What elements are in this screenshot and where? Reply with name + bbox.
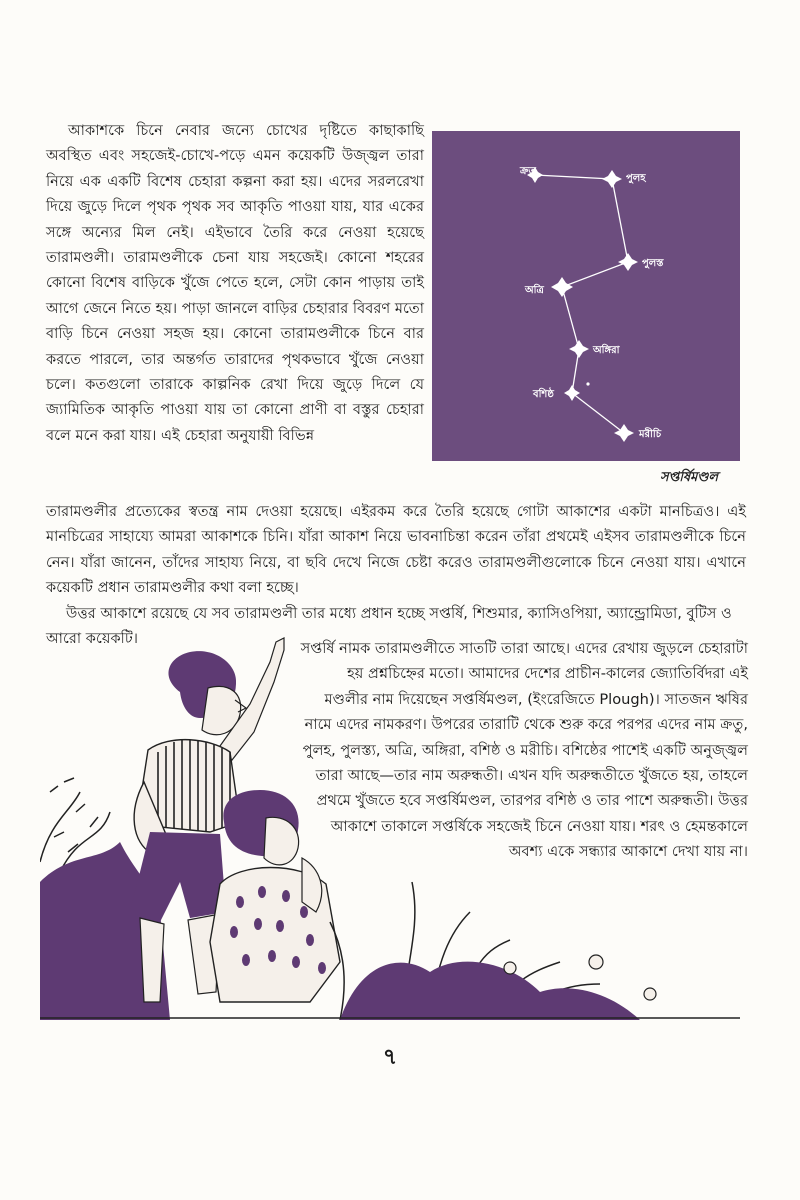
label-pulaha: পুলহ (626, 173, 646, 184)
star-arundhati (586, 382, 589, 385)
star-pulaha (602, 170, 622, 188)
label-atri: অত্রি (525, 285, 544, 296)
label-angira: অঙ্গিরা (593, 345, 620, 356)
label-pulastya: পুলস্ত (642, 258, 664, 269)
constellation-diagram (432, 131, 740, 461)
continuation-paragraph: তারামণ্ডলীর প্রত্যেকের স্বতন্ত্র নাম দেওয়া হয়েছে। এইরকম করে তৈরি হয়েছে গোটা আকাশের একটা মানচিত্রও। এই মানচিত্রের সাহায্যে আমরা আকাশকে চিনি। যাঁরা আকাশ নিয়ে ভাবনাচিন্তা করেন তাঁরা প্রথমেই এইসব তারামণ্ডলীকে চিনে নেন। যাঁরা জানেন, তাঁদের সাহায্য নিয়ে, বা ছবি দেখে নিজে চেষ্টা করেও তারামণ্ডলীগুলোকে চিনে নেওয়া যায়। এখানে কয়েকটি প্রধান তারামণ্ডলীর কথা বলা হচ্ছে। (46, 503, 746, 597)
star-atri (551, 277, 573, 297)
northern-sky-paragraph: উত্তর আকাশে রয়েছে যে সব তারামণ্ডলী তার মধ্যে প্রধান হচ্ছে সপ্তর্ষি, শিশুমার, ক্যাসিওপিয়া, অ্যান্ড্রোমিডা, বুটিস ও আরো কয়েকটি। (46, 605, 732, 648)
label-vashishtha: বশিষ্ঠ (533, 389, 554, 400)
star-angira (569, 340, 589, 358)
saptarshi-paragraph: সপ্তর্ষি নামক তারামণ্ডলীতে সাতটি তারা আছে। এদের রেখায় জুড়লে চেহারাটা হয় প্রশ্নচিহ্নের মতো। আমাদের দেশের প্রাচীন-কালের জ্যোতির্বিদরা এই মণ্ডলীর নাম দিয়েছেন সপ্তর্ষিমণ্ডল, (ইংরেজিতে Plough)। সাতজন ঋষির নামে এদের নামকরণ। উপরের তারাটি থেকে শুরু করে পরপর এদের নাম ক্রতু, পুলহ, পুলস্ত্য, অত্রি, অঙ্গিরা, বশিষ্ঠ ও মরীচি। বশিষ্ঠের পাশেই একটি অনুজ্জ্বল তারা আছে—তার নাম অরুন্ধতী। এখন যদি অরুন্ধতীতে খুঁজতে হয়, তাহলে প্রথমে খুঁজতে হবে সপ্তর্ষিমণ্ডল, তারপর বশিষ্ঠ ও তার পাশে অরুন্ধতী। উত্তর আকাশে তাকালে সপ্তর্ষিকে সহজেই চিনে নেওয়া যায়। শরৎ ও হেমন্তকালে অবশ্য একে সন্ধ্যার আকাশে দেখা যায় না। (300, 640, 748, 861)
label-marichi: মরীচি (639, 429, 662, 440)
intro-paragraph: আকাশকে চিনে নেবার জন্যে চোখের দৃষ্টিতে কাছাকাছি অবস্থিত এবং সহজেই-চোখে-পড়ে এমন কয়েকটি উজ্জ্বল তারা নিয়ে এক একটি বিশেষ চেহারা কল্পনা করা হয়। এদের সরলরেখা দিয়ে জুড়ে দিলে পৃথক পৃথক সব আকৃতি পাওয়া যায়, যার একের সঙ্গে অন্যের মিল নেই। এইভাবে তৈরি করে নেওয়া হয়েছে তারামণ্ডলী। তারামণ্ডলীকে চেনা যায় সহজেই। কোনো শহরের কোনো বিশেষ বাড়িকে খুঁজে পেতে হলে, সেটা কোন পাড়ায় তাই আগে জেনে নিতে হয়। পাড়া জানলে বাড়ির চেহারার বিবরণ মতো বাড়ি চিনে নেওয়া সহজ হয়। কোনো তারামণ্ডলীকে চিনে বার করতে পারলে, তার অন্তর্গত তারাদের পৃথকভাবে খুঁজে নেওয়া চলে। কতগুলো তারাকে কাল্পনিক রেখা দিয়ে জুড়ে দিলে যে জ্যামিতিক আকৃতি পাওয়া যায় তা কোনো প্রাণী বা বস্তুর চেহারা বলে মনে করা যায়। এই চেহারা অনুযায়ী বিভিন্ন (46, 122, 424, 444)
figure-caption: সপ্তর্ষিমণ্ডল (660, 470, 719, 485)
star-vashishtha (564, 385, 580, 401)
star-marichi (614, 424, 634, 442)
foliage-mass-right (340, 962, 640, 1020)
star-pulastya (618, 253, 638, 271)
label-kratu: ক্রতু (520, 166, 536, 177)
saptarshi-constellation-figure (432, 131, 740, 461)
page-number: ৭ (382, 1045, 398, 1070)
